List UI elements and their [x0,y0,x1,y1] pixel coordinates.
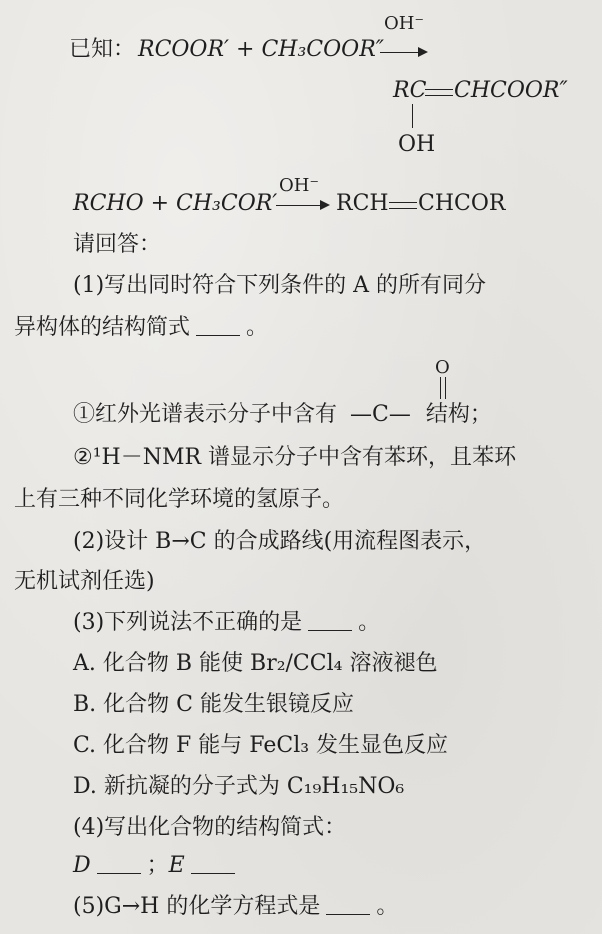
q3-option-c: C. 化合物 F 能与 FeCl₃ 发生显色反应 [73,733,449,758]
carbonyl-carbon: C [372,402,389,427]
q4-e-blank[interactable] [191,855,235,874]
answer-prompt: 请回答： [73,232,162,257]
carbonyl-group: —C— [350,402,411,427]
q3-option-b: B. 化合物 C 能发生银镜反应 [73,692,354,717]
eq1-product-oh: OH [398,132,436,157]
q3-end: 。 [358,610,381,635]
q4-answers [73,852,241,880]
q4-d-label: D [73,853,91,878]
eq2-product-b: CHCOR [418,191,506,216]
q3-answer-blank[interactable] [308,612,352,631]
eq2-product-a: RCH [336,191,389,216]
q1-line2-text: 异构体的结构简式 [14,315,191,340]
carbonyl-oxygen: O [435,357,450,378]
q3-option-d: D. 新抗凝的分子式为 C₁₉H₁₅NO₆ [73,774,405,799]
q4-separator: ； [146,853,169,878]
q5-end: 。 [376,894,399,919]
q1-condition2-line2: 上有三种不同化学环境的氢原子。 [14,487,345,512]
q4-e-label: E [168,853,185,878]
cond1-text: ①红外光谱表示分子中含有 [73,402,338,427]
eq1-arrow [380,52,426,53]
q5-stem-text: (5)G→H 的化学方程式是 [73,894,321,919]
eq2-catalyst: OH⁻ [279,175,319,196]
eq1-double-bond [425,89,453,96]
q1-line1: (1)写出同时符合下列条件的 A 的所有同分 [73,273,487,298]
q5-stem [73,893,398,921]
eq2-double-bond [389,202,417,209]
eq2-arrow [276,205,328,206]
q1-end: 。 [246,315,269,340]
eq1-catalyst: OH⁻ [384,13,424,34]
q1-condition1 [73,401,492,429]
carbonyl-double-bond-left [440,377,441,399]
cond1-end: 结构； [425,402,492,427]
q3-stem-text: (3)下列说法不正确的是 [73,610,303,635]
q4-stem: (4)写出化合物的结构简式： [73,815,347,840]
known-label: 已知： [69,37,136,62]
q4-d-blank[interactable] [97,855,141,874]
q2-line2: 无机试剂任选) [14,569,155,594]
q3-option-a: A. 化合物 B 能使 Br₂/CCl₄ 溶液褪色 [73,651,438,676]
q1-line2 [14,314,268,342]
eq1-reactants: RCOOR′ + CH₃COOR″ [138,37,384,62]
q5-answer-blank[interactable] [326,896,370,915]
eq2-reactants: RCHO + CH₃COR′ [73,191,278,216]
eq1-single-bond [412,104,413,128]
q1-answer-blank[interactable] [196,317,240,336]
q2-line1: (2)设计 B→C 的合成路线(用流程图表示， [73,529,487,554]
eq1-product-rc: RC [393,78,427,103]
carbonyl-double-bond-right [445,377,446,399]
q1-condition2-line1: ②¹H－NMR 谱显示分子中含有苯环，且苯环 [73,445,517,470]
eq1-product-rest: CHCOOR″ [454,78,568,103]
q3-stem [73,609,380,637]
